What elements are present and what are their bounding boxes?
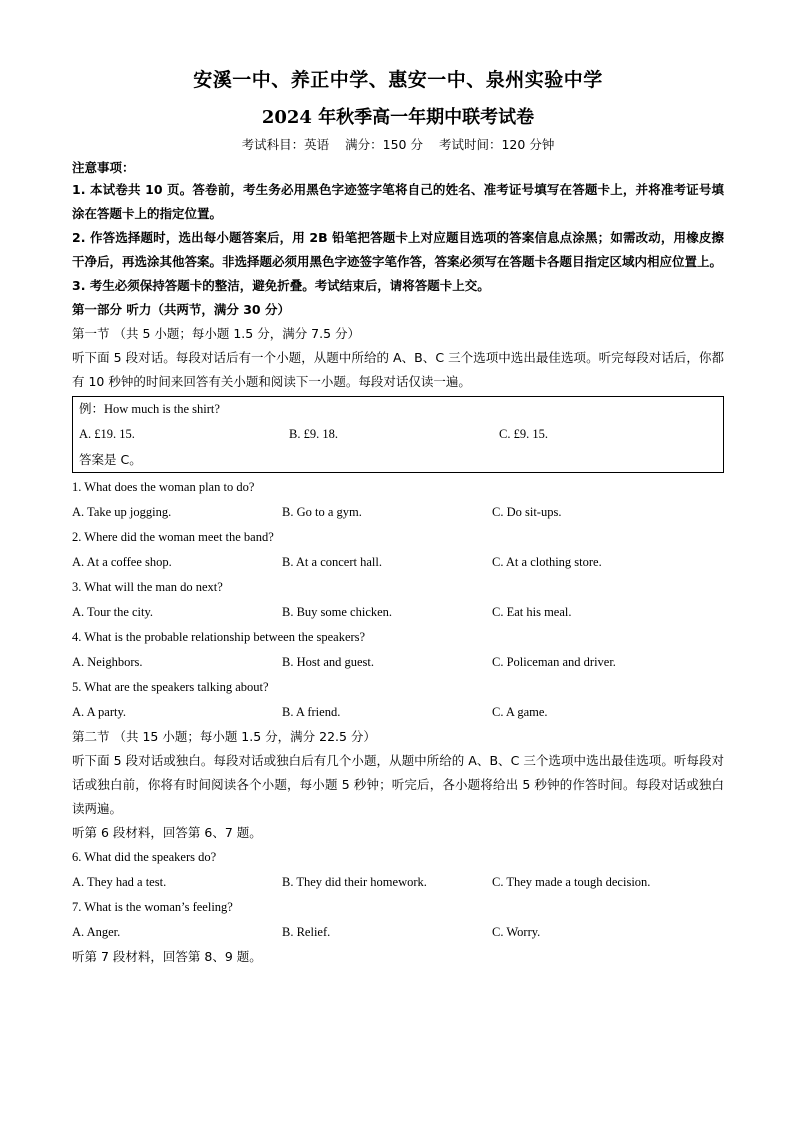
option-c: C. They made a tough decision. (492, 875, 651, 889)
option-a: A. Take up jogging. (72, 505, 172, 519)
question: 1. What does the woman plan to do? (72, 480, 255, 494)
option-a: A. They had a test. (72, 875, 167, 889)
option-a: A. Tour the city. (72, 605, 154, 619)
section2-instructions: 听下面 5 段对话或独白。每段对话或独白后有几个小题，从题中所给的 A、B、C 三个选项中选出最佳选项。听每段对话或独白前，你将有时间阅读各个小题，每小题 5 秒钟；听完后，各小题将给出 5 秒钟的作答时间。每段对话或独白读两遍。 (72, 753, 724, 816)
option-b: B. Buy some chicken. (282, 605, 393, 619)
question-options (72, 650, 724, 675)
option-a: A. A party. (72, 705, 127, 719)
question-options (72, 500, 724, 525)
question-options (72, 550, 724, 575)
exam-page (72, 68, 724, 969)
question-options (72, 600, 724, 625)
option-b: B. Relief. (282, 925, 331, 939)
example-question: 例：How much is the shirt? (79, 402, 220, 416)
question-options (72, 870, 724, 895)
notice-item-3: 3. 考生必须保持答题卡的整洁，避免折叠。考试结束后，请将答题卡上交。 (72, 278, 490, 293)
option-b: B. They did their homework. (282, 875, 427, 889)
notice-item-2: 2. 作答选择题时，选出每小题答案后，用 2B 铅笔把答题卡上对应题目选项的答案信息点涂黑；如需改动，用橡皮擦干净后，再选涂其他答案。非选择题必须用黑色字迹签字笔作答，答案必须写在答题卡各题目指定区域内相应位置上。 (72, 230, 724, 269)
notice-heading: 注意事项： (72, 160, 135, 175)
option-a: A. Anger. (72, 925, 121, 939)
option-c: C. At a clothing store. (492, 555, 602, 569)
section2-questions (72, 845, 724, 945)
material-6-heading: 听第 6 段材料，回答第 6、7 题。 (72, 825, 262, 840)
option-c: C. A game. (492, 705, 548, 719)
section1-title: 第一节 （共 5 小题；每小题 1.5 分，满分 7.5 分） (72, 326, 361, 341)
option-b: B. At a concert hall. (282, 555, 382, 569)
section1-instructions: 听下面 5 段对话。每段对话后有一个小题，从题中所给的 A、B、C 三个选项中选出最佳选项。听完每段对话后，你都有 10 秒钟的时间来回答有关小题和阅读下一小题。每段对话仅读一遍。 (72, 350, 724, 389)
question-options (72, 700, 724, 725)
exam-time: 考试时间：120 分钟 (438, 137, 555, 152)
exam-info (72, 136, 724, 154)
question: 5. What are the speakers talking about? (72, 680, 269, 694)
option-c: C. Do sit-ups. (492, 505, 562, 519)
exam-title: 2024 年秋季高一年期中联考试卷 (261, 107, 535, 128)
schools-title: 安溪一中、养正中学、惠安一中、泉州实验中学 (193, 69, 603, 91)
question: 7. What is the woman’s feeling? (72, 900, 233, 914)
option-c: C. Policeman and driver. (492, 655, 616, 669)
example-options (79, 422, 717, 447)
example-answer: 答案是 C。 (79, 452, 142, 467)
example-box (72, 396, 724, 473)
exam-subject: 考试科目：英语 (241, 137, 330, 152)
example-option-b: B. £9. 18. (289, 427, 338, 441)
option-a: A. At a coffee shop. (72, 555, 172, 569)
option-b: B. A friend. (282, 705, 341, 719)
option-c: C. Worry. (492, 925, 541, 939)
example-option-a: A. £19. 15. (79, 427, 135, 441)
question-options (72, 920, 724, 945)
question: 6. What did the speakers do? (72, 850, 217, 864)
notice-item-1: 1. 本试卷共 10 页。答卷前，考生务必用黑色字迹签字笔将自己的姓名、准考证号填写在答题卡上，并将准考证号填涂在答题卡上的指定位置。 (72, 182, 724, 221)
option-b: B. Host and guest. (282, 655, 375, 669)
question: 3. What will the man do next? (72, 580, 223, 594)
question: 2. Where did the woman meet the band? (72, 530, 274, 544)
section1-questions (72, 475, 724, 725)
material-7-heading: 听第 7 段材料，回答第 8、9 题。 (72, 949, 262, 964)
option-b: B. Go to a gym. (282, 505, 362, 519)
example-option-c: C. £9. 15. (499, 427, 548, 441)
option-c: C. Eat his meal. (492, 605, 572, 619)
part1-title: 第一部分 听力（共两节，满分 30 分） (72, 302, 290, 317)
exam-full-score: 满分：150 分 (345, 137, 423, 152)
option-a: A. Neighbors. (72, 655, 143, 669)
section2-title: 第二节 （共 15 小题；每小题 1.5 分，满分 22.5 分） (72, 729, 376, 744)
question: 4. What is the probable relationship between the speakers? (72, 630, 366, 644)
